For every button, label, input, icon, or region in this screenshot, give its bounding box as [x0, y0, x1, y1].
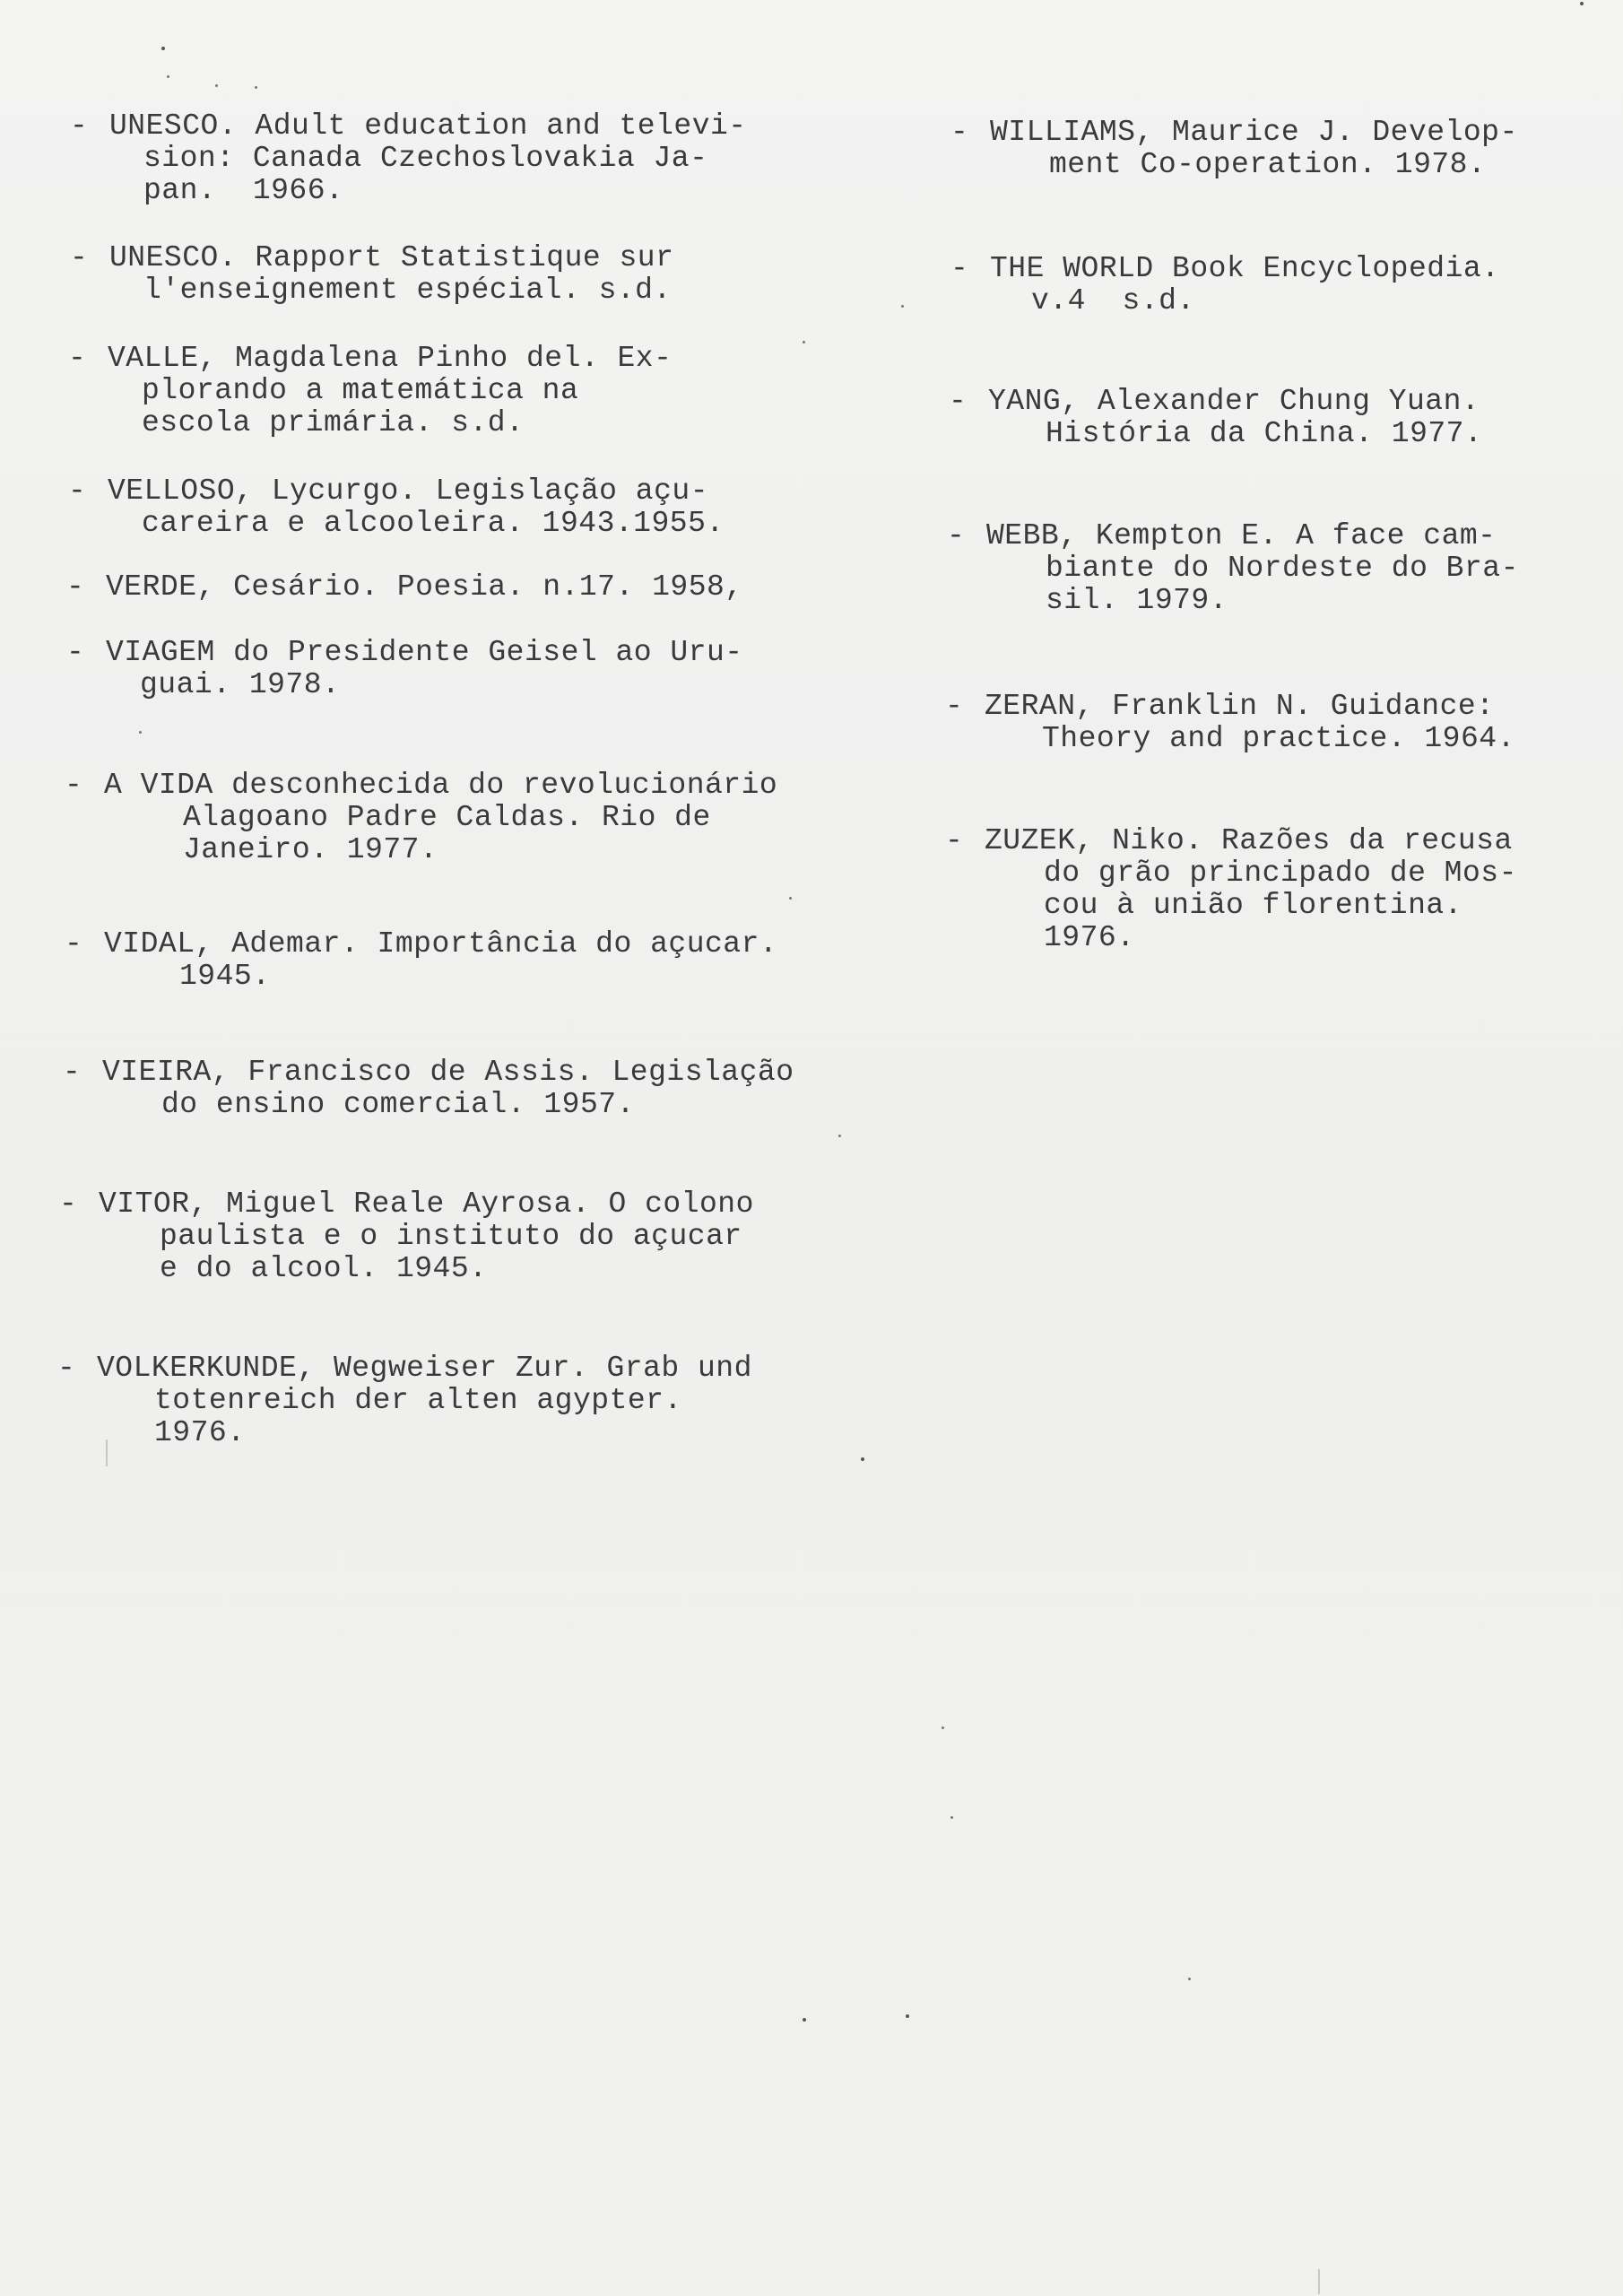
entry-line: THE WORLD Book Encyclopedia.	[990, 252, 1500, 285]
entry-dash: -	[949, 385, 968, 418]
entry-viagem	[66, 637, 743, 701]
paper-crease	[106, 1439, 108, 1466]
entry-vieira	[63, 1057, 794, 1121]
entry-line: l'enseignement espécial. s.d.	[143, 274, 672, 307]
entry-line: do ensino comercial. 1957.	[161, 1088, 635, 1121]
paper-speck	[861, 1457, 864, 1461]
entry-line: UNESCO. Rapport Statistique sur	[109, 241, 674, 274]
entry-line: pan. 1966.	[143, 174, 344, 207]
entry-line: guai. 1978.	[140, 668, 341, 701]
entry-dash: -	[65, 927, 83, 961]
entry-line: biante do Nordeste do Bra-	[1046, 552, 1519, 585]
paper-speck	[906, 2014, 909, 2018]
entry-line: Janeiro. 1977.	[183, 833, 438, 866]
entry-line: 1945.	[179, 960, 271, 993]
paper-speck	[161, 47, 165, 50]
entry-line: ZERAN, Franklin N. Guidance:	[985, 690, 1495, 723]
entry-dash: -	[59, 1187, 78, 1221]
entry-line: WILLIAMS, Maurice J. Develop-	[990, 116, 1518, 149]
paper-speck	[950, 1816, 953, 1819]
entry-line: VIDAL, Ademar. Importância do açucar.	[104, 927, 778, 961]
entry-line: escola primária. s.d.	[142, 406, 525, 439]
paper-speck	[803, 341, 805, 344]
paper-crease	[1318, 2269, 1320, 2294]
entry-line: do grão principado de Mos-	[1044, 857, 1517, 890]
entry-line: VALLE, Magdalena Pinho del. Ex-	[108, 342, 673, 375]
entry-line: Alagoano Padre Caldas. Rio de	[183, 801, 711, 834]
entry-williams	[950, 117, 1518, 181]
paper-speck	[139, 731, 142, 734]
paper-speck	[838, 1135, 841, 1137]
entry-line: YANG, Alexander Chung Yuan.	[988, 385, 1480, 418]
entry-line: 1976.	[1044, 921, 1135, 954]
entry-line: História da China. 1977.	[1046, 417, 1483, 450]
entry-line: UNESCO. Adult education and televi-	[109, 109, 747, 143]
entry-dash: -	[70, 109, 89, 143]
entry-line: 1976.	[154, 1416, 246, 1449]
entry-unesco-rapport	[70, 242, 673, 307]
entry-line: sil. 1979.	[1046, 584, 1228, 617]
entry-line: e do alcool. 1945.	[160, 1252, 488, 1285]
entry-line: plorando a matemática na	[142, 374, 579, 407]
entry-yang	[949, 386, 1482, 450]
entry-dash: -	[945, 690, 964, 723]
paper-speck	[215, 84, 218, 87]
entry-line: WEBB, Kempton E. A face cam-	[986, 519, 1497, 552]
entry-dash: -	[65, 769, 83, 802]
paper-speck	[1580, 2, 1584, 5]
entry-line: ment Co-operation. 1978.	[1049, 148, 1487, 181]
paper-speck	[255, 86, 257, 89]
entry-valle	[68, 343, 672, 439]
entry-dash: -	[947, 519, 966, 552]
entry-zeran	[945, 691, 1515, 755]
entry-line: A VIDA desconhecida do revolucionário	[104, 769, 778, 802]
paper-speck	[803, 2018, 806, 2022]
entry-dash: -	[945, 824, 964, 857]
entry-velloso	[68, 475, 725, 540]
paper-speck	[789, 897, 792, 900]
entry-line: VERDE, Cesário. Poesia. n.17. 1958,	[106, 570, 743, 604]
entry-line: ZUZEK, Niko. Razões da recusa	[985, 824, 1513, 857]
entry-dash: -	[950, 252, 969, 285]
paper-speck	[167, 75, 169, 78]
entry-dash: -	[68, 474, 87, 508]
entry-dash: -	[66, 636, 85, 669]
entry-a-vida	[65, 770, 777, 866]
entry-line: VIAGEM do Presidente Geisel ao Uru-	[106, 636, 743, 669]
entry-unesco-adult-education	[70, 110, 747, 207]
entry-line: VOLKERKUNDE, Wegweiser Zur. Grab und	[97, 1352, 752, 1385]
entry-line: cou à união florentina.	[1044, 889, 1462, 922]
entry-line: VITOR, Miguel Reale Ayrosa. O colono	[99, 1187, 754, 1221]
entry-dash: -	[57, 1352, 76, 1385]
entry-line: VIEIRA, Francisco de Assis. Legislação	[102, 1056, 794, 1089]
entry-dash: -	[66, 570, 85, 604]
entry-webb	[947, 520, 1519, 617]
entry-dash: -	[950, 116, 969, 149]
entry-dash: -	[70, 241, 89, 274]
entry-line: paulista e o instituto do açucar	[160, 1220, 742, 1253]
entry-world-book	[950, 253, 1500, 317]
entry-vidal	[65, 928, 777, 993]
entry-dash: -	[68, 342, 87, 375]
paper-speck	[1188, 1978, 1191, 1980]
entry-vitor	[59, 1188, 754, 1285]
entry-line: VELLOSO, Lycurgo. Legislação açu-	[108, 474, 709, 508]
entry-line: Theory and practice. 1964.	[1042, 722, 1515, 755]
entry-line: sion: Canada Czechoslovakia Ja-	[143, 142, 708, 175]
entry-zuzek	[945, 825, 1517, 954]
entry-verde	[66, 571, 743, 604]
entry-line: v.4 s.d.	[1031, 284, 1195, 317]
entry-dash: -	[63, 1056, 82, 1089]
paper-speck	[901, 305, 904, 308]
entry-volkerkunde	[57, 1352, 752, 1449]
entry-line: totenreich der alten agypter.	[154, 1384, 682, 1417]
entry-line: careira e alcooleira. 1943.1955.	[142, 507, 725, 540]
paper-speck	[942, 1726, 944, 1729]
